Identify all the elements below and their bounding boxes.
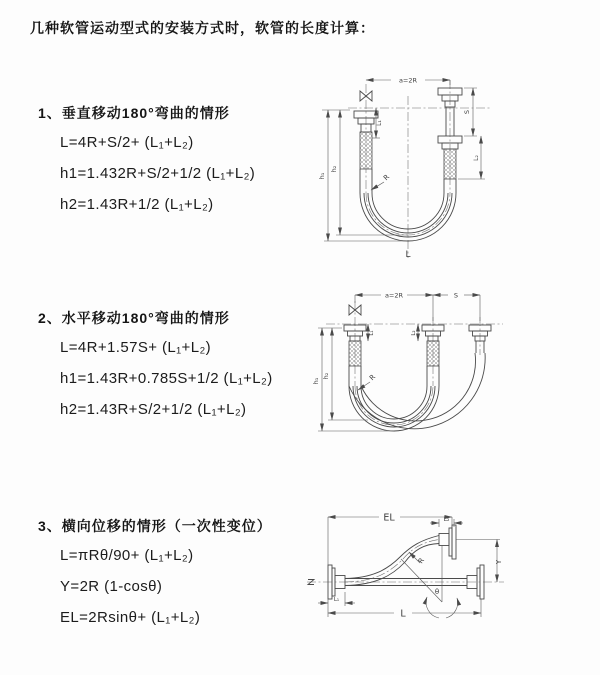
- dim-label-r: R: [368, 373, 378, 383]
- formula-line: L=πRθ/90+ (L₁+L₂): [60, 547, 194, 564]
- dim-label-l: L: [405, 250, 411, 260]
- dim-l1: [368, 324, 375, 341]
- dim-l1: [318, 592, 355, 606]
- section-3-heading: 3、横向位移的情形（一次性变位）: [38, 518, 272, 534]
- dim-label-l2: L₂: [411, 330, 417, 336]
- dim-label-h2: h₂: [322, 372, 330, 380]
- dim-label-l: L: [400, 608, 406, 620]
- dim-h1: [318, 110, 408, 241]
- dim-label-l1: L₁: [369, 330, 375, 336]
- dim-a2r: [355, 292, 433, 322]
- dim-label-a2r: a=2R: [384, 291, 404, 300]
- dim-s: [433, 292, 480, 322]
- radius-leader: [409, 552, 426, 565]
- formula-line: L=4R+S/2+ (L₁+L₂): [60, 134, 194, 151]
- formula-line: L=4R+1.57S+ (L₁+L₂): [60, 339, 212, 356]
- dim-y: [456, 540, 503, 583]
- dim-label-h1: h₁: [318, 172, 326, 180]
- dim-label-r: R: [382, 173, 392, 183]
- right-flange-displaced: [439, 525, 456, 559]
- dim-label-l2: L₂: [473, 155, 480, 161]
- u-bend-hose: [349, 386, 439, 431]
- dim-label-theta: θ: [434, 588, 440, 596]
- dim-label-l1: L₁: [333, 597, 340, 603]
- dim-l2: [430, 516, 463, 527]
- diagram-horizontal-180-bend: [298, 281, 560, 466]
- diagram-lateral-displacement: [297, 502, 587, 647]
- dim-label-h2: h₂: [330, 165, 338, 173]
- formula-line: h2=1.43R+1/2 (L₁+L₂): [60, 196, 214, 213]
- dim-label-a2r: a=2R: [398, 76, 418, 85]
- dim-label-l2: L₂: [443, 516, 450, 523]
- dim-h2: [330, 110, 408, 235]
- formula-line: h1=1.432R+S/2+1/2 (L₁+L₂): [60, 165, 256, 182]
- formula-line: h2=1.43R+S/2+1/2 (L₁+L₂): [60, 401, 247, 418]
- dim-a2r: [366, 77, 450, 86]
- formula-line: h1=1.43R+0.785S+1/2 (L₁+L₂): [60, 370, 273, 387]
- formula-line: EL=2Rsinθ+ (L₁+L₂): [60, 609, 201, 626]
- dim-label-h1: h₁: [312, 377, 320, 385]
- section-1-heading: 1、垂直移动180°弯曲的情形: [38, 105, 230, 121]
- centerlines: [307, 580, 504, 585]
- dim-label-el: EL: [383, 512, 395, 524]
- dim-label-r: R: [416, 556, 427, 566]
- page-title: 几种软管运动型式的安装方式时，软管的长度计算：: [30, 20, 375, 36]
- dim-l2: [411, 324, 418, 341]
- section-2-heading: 2、水平移动180°弯曲的情形: [38, 310, 230, 326]
- formula-line: Y=2R (1-cosθ): [60, 578, 163, 595]
- dim-label-y: Y: [495, 559, 503, 565]
- dim-l: [328, 599, 481, 620]
- dim-label-s: S: [463, 109, 471, 115]
- dim-label-l1: L₁: [376, 120, 383, 126]
- dim-el: [328, 513, 452, 566]
- dim-s: [463, 88, 477, 136]
- dim-label-s: S: [453, 291, 459, 300]
- diagram-vertical-180-bend: [298, 66, 554, 266]
- radius-leader: [371, 173, 391, 190]
